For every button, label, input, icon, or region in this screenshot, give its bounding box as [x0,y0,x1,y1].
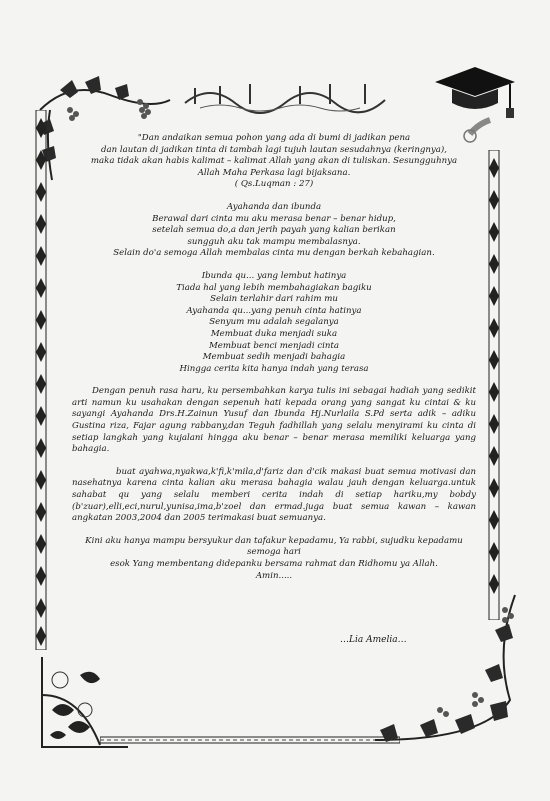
stanza-line: Ayahanda dan ibunda [226,201,322,212]
closing-line: Kini aku hanya mampu bersyukur dan tafakur kepadamu, Ya rabbi, sujudku kepadamu semoga hari [85,535,463,558]
poem-line: Membuat sedih menjadi bahagia [202,352,346,363]
dedication-text [72,133,476,582]
poem-line: Hingga cerita kita hanya indah yang terasa [179,363,369,374]
thanks-paragraph: buat ayahwa,nyakwa,k'fi,k'mila,d'fariz dan d'cik makasi buat semua motivasi dan nasehatnya karena cinta kalian aku merasa bahagia walau jauh dengan keluarga.untuk sahabat qu yang selalu memberi cerita indah di setiap hariku,my bobdy (b'zuar),elli,eci,nurul,yunisa,ima,b'zoel dan ermad.juga buat semua kawan – kawan angkatan 2003,2004 dan 2005 terimakasi buat semuanya. [72,466,476,524]
poem-line: Ibunda qu... yang lembut hatinya [201,270,347,281]
floral-corner-icon [40,655,130,750]
poem-line: Membuat benci menjadi cinta [208,340,339,351]
quote-citation: ( Qs.Luqman : 27) [234,179,314,190]
ornamental-border-icon [100,735,400,745]
quote-line: Allah Maha Perkasa lagi bijaksana. [197,167,351,178]
stanza-line: setelah semua do,a dan jerih payah yang kalian berikan [152,225,396,236]
closing-amen: Amin..... [255,570,293,581]
stanza-line: sungguh aku tak mampu membalasnya. [187,236,361,247]
ornamental-border-icon [34,110,48,650]
poem-line: Selain terlahir dari rahim mu [210,294,338,305]
poem-line: Ayahanda qu...yang penuh cinta hatinya [186,305,362,316]
bismillah-calligraphy-icon [180,78,390,114]
signature: …Lia Amelia… [340,635,407,645]
poem-line: Membuat duka menjadi suka [210,328,338,339]
ornamental-border-icon [487,150,501,620]
stanza-line: Berawal dari cinta mu aku merasa benar – benar hidup, [152,213,396,224]
stanza-line: Selain do'a semoga Allah membalas cinta mu dengan berkah kebahagian. [113,248,435,259]
poem-line: Senyum mu adalah segalanya [209,317,339,328]
quote-line: "Dan andaikan semua pohon yang ada di bumi di jadikan pena [137,133,411,143]
closing-line: esok Yang membentang didepanku bersama rahmat dan Ridhomu ya Allah. [110,559,438,569]
quote-line: dan lautan di jadikan tinta di tambah lagi tujuh lautan sesudahnya (keringnya), [101,144,447,155]
dedication-paragraph: Dengan penuh rasa haru, ku persembahkan karya tulis ini sebagai hadiah yang sedikit arti namun ku usahakan dengan sepenuh hati kepada orang yang sangat ku cintai & ku sayangi Ayahanda Drs.H.Zainun Yusuf dan Ibunda Hj.Nurlaila S.Pd serta adik – adiku Gustina riza, Fajar agung rabbany,dan Teguh fadhillah yang selalu menyirami ku cinta di setiap langkah yang kujalani hingga aku benar – benar merasa memiliki keluarga yang bahagia. [72,386,476,455]
grapevine-corner-icon [365,590,525,755]
poem-line: Tiada hal yang lebih membahagiakan bagiku [176,282,372,293]
quote-line: maka tidak akan habis kalimat – kalimat Allah yang akan di tuliskan. Sesungguhnya [90,156,458,167]
